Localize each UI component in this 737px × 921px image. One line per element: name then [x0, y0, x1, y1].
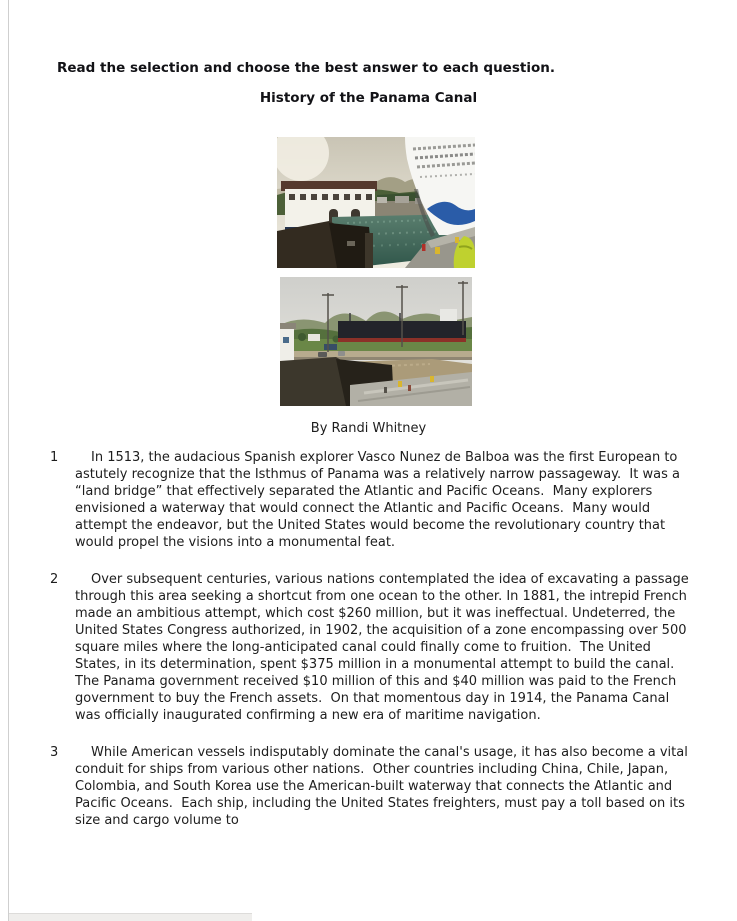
- paragraph-text: While American vessels indisputably dominate the canal's usage, it has also become a vital conduit for ships from various other nations. Other countries including China, Chile, Japan, Colombia, and South Korea use the American-built waterway that connects the Atlantic and Pacific Oceans. Each ship, including the United States freighters, must pay a toll based on its size and cargo volume to: [75, 745, 692, 828]
- passage-paragraph-3: [50, 744, 695, 829]
- passage-paragraph-1: [50, 449, 695, 551]
- paragraph-number: 3: [50, 745, 59, 760]
- cargo-ship-in-lock-illustration: [280, 277, 472, 406]
- cargo-ship-in-lock-photo: [280, 277, 472, 406]
- passage-title: History of the Panama Canal: [259, 90, 478, 106]
- byline: By Randi Whitney: [310, 421, 427, 436]
- paragraph-number: 1: [50, 450, 59, 465]
- paragraph-text: In 1513, the audacious Spanish explorer Vasco Nunez de Balboa was the first European to astutely recognize that the Isthmus of Panama was a relatively narrow passageway. It was a “land bridge” that effectively separated the Atlantic and Pacific Oceans. Many explorers envisioned a waterway that would connect the Atlantic and Pacific Oceans. Many would attempt the endeavor, but the United States would become the revolutionary country that would propel the visions into a monumental feat.: [75, 450, 685, 550]
- cruise-ship-in-lock-illustration: [277, 137, 475, 268]
- left-frame-border: [8, 0, 9, 921]
- passage-body: [0, 449, 737, 829]
- paragraph-text: Over subsequent centuries, various nations contemplated the idea of excavating a passage through this area seeking a shortcut from one ocean to the other. In 1881, the intrepid French made an ambitious attempt, which cost $260 million, but it was ineffectual. Undeterred, the United States Congress authorized, in 1902, the acquisition of a zone encompassing over 500 square miles where the long-anticipated canal could finally come to fruition. The United States, in its determination, spent $375 million in a monumental attempt to build the canal. The Panama government received $10 million of this and $40 million was paid to the French government to buy the French assets. On that momentous day in 1914, the Panama Canal was officially inaugurated confirming a new era of maritime navigation.: [75, 572, 693, 723]
- passage-paragraph-2: [50, 571, 695, 724]
- cruise-ship-in-lock-photo: [277, 137, 475, 268]
- bottom-gray-bar: [9, 913, 252, 921]
- paragraph-number: 2: [50, 572, 59, 587]
- instruction-heading: Read the selection and choose the best answer to each question.: [57, 60, 555, 76]
